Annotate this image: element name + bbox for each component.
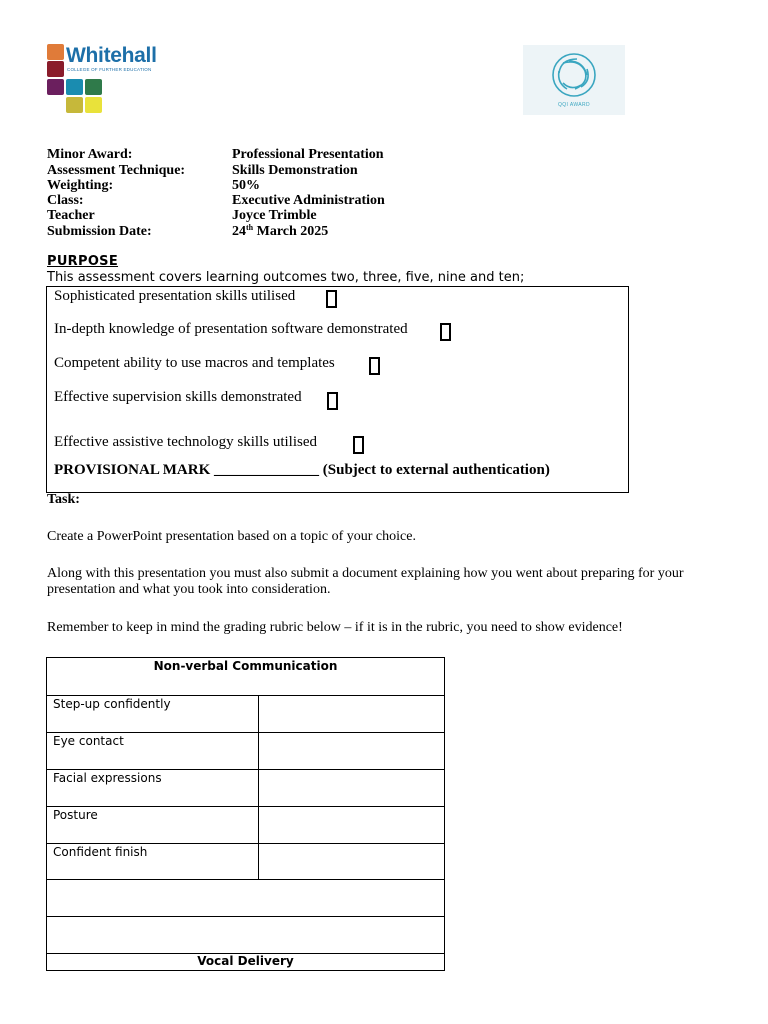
info-value: 50%: [232, 178, 260, 193]
rubric-criterion: Posture: [47, 807, 259, 843]
logo-square-icon: [85, 79, 102, 95]
provisional-mark: PROVISIONAL MARK ______________ (Subject to external authentication): [54, 462, 550, 478]
submission-month-year: March 2025: [253, 224, 329, 239]
task-paragraph: Remember to keep in mind the grading rubric below – if it is in the rubric, you need to show evidence!: [47, 620, 623, 635]
outcome-item: [54, 321, 408, 338]
table-row: [47, 769, 444, 806]
rubric-score-cell[interactable]: [260, 733, 444, 769]
rubric-empty-row[interactable]: [47, 879, 444, 916]
info-value: Professional Presentation: [232, 147, 384, 162]
rubric-score-cell[interactable]: [260, 770, 444, 806]
purpose-text: This assessment covers learning outcomes two, three, five, nine and ten;: [47, 270, 525, 285]
qqi-award-badge: [523, 45, 625, 115]
outcome-checkbox[interactable]: [353, 436, 364, 454]
info-label: Weighting:: [47, 178, 114, 193]
submission-day: 24: [232, 224, 246, 239]
outcome-item: [54, 434, 317, 451]
outcome-item: [54, 355, 335, 372]
task-paragraph: Create a PowerPoint presentation based on a topic of your choice.: [47, 529, 416, 544]
table-row: [47, 806, 444, 843]
rubric-section-header: Vocal Delivery: [47, 953, 444, 970]
outcome-checkbox[interactable]: [327, 392, 338, 410]
task-heading: Task:: [47, 492, 80, 507]
logo-subtitle: COLLEGE OF FURTHER EDUCATION: [67, 67, 152, 72]
rubric-score-cell[interactable]: [260, 696, 444, 732]
outcome-label: Effective supervision skills demonstrated: [54, 389, 302, 405]
logo-square-icon: [47, 44, 64, 60]
logo-square-icon: [85, 97, 102, 113]
rubric-criterion: Confident finish: [47, 844, 259, 879]
grading-rubric-table: [46, 657, 445, 971]
info-value: Skills Demonstration: [232, 163, 358, 178]
table-row: [47, 843, 444, 879]
table-row: [47, 695, 444, 732]
learning-outcomes-box: [46, 286, 629, 493]
task-paragraph: Along with this presentation you must also submit a document explaining how you went about preparing for your presentation and what you took into consideration.: [47, 566, 684, 597]
outcome-item: [54, 389, 302, 406]
rubric-score-cell[interactable]: [260, 807, 444, 843]
info-label: Assessment Technique:: [47, 163, 186, 178]
info-label: Minor Award:: [47, 147, 133, 162]
logo-square-icon: [66, 79, 83, 95]
info-label: Class:: [47, 193, 84, 208]
submission-day-suffix: th: [246, 223, 254, 232]
outcome-label: Competent ability to use macros and templates: [54, 355, 335, 371]
rubric-section-header: Non-verbal Communication: [153, 659, 338, 673]
info-value: [232, 224, 328, 239]
rubric-criterion: Facial expressions: [47, 770, 259, 806]
rubric-empty-row[interactable]: [47, 916, 444, 953]
outcome-label: In-depth knowledge of presentation software demonstrated: [54, 321, 408, 337]
info-value: Joyce Trimble: [232, 208, 317, 223]
outcome-checkbox[interactable]: [326, 290, 337, 308]
logo-square-icon: [66, 97, 83, 113]
outcome-label: Sophisticated presentation skills utilised: [54, 288, 296, 304]
purpose-heading: PURPOSE: [47, 254, 119, 269]
rubric-score-cell[interactable]: [260, 844, 444, 879]
info-label: Submission Date:: [47, 224, 152, 239]
info-value: Executive Administration: [232, 193, 385, 208]
qqi-swirl-icon: [523, 45, 625, 101]
rubric-criterion: Step-up confidently: [47, 696, 259, 732]
outcome-checkbox[interactable]: [440, 323, 451, 341]
rubric-criterion: Eye contact: [47, 733, 259, 769]
outcome-checkbox[interactable]: [369, 357, 380, 375]
table-row: [47, 732, 444, 769]
outcome-label: Effective assistive technology skills utilised: [54, 434, 318, 450]
logo-name: Whitehall: [66, 44, 157, 67]
logo-square-icon: [47, 79, 64, 95]
info-label: Teacher: [47, 208, 95, 223]
qqi-award-label: QQI AWARD: [557, 102, 591, 108]
outcome-item: [54, 288, 295, 305]
logo-square-icon: [47, 61, 64, 77]
